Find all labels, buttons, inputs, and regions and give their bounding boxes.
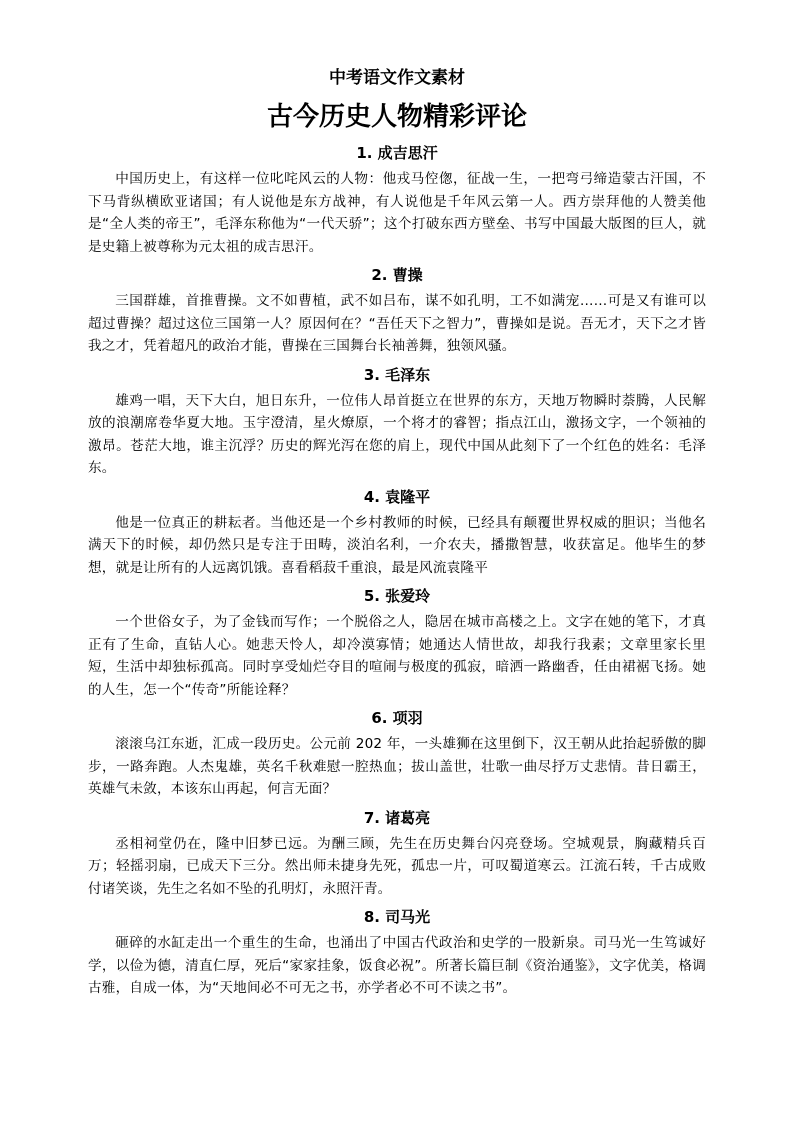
section-paragraph: 丞相祠堂仍在，隆中旧梦已远。为酬三顾，先生在历史舞台闪亮登场。空城观景，胸藏精兵百万；轻摇羽扇，已成天下三分。然出师未捷身先死，孤忠一片，可叹蜀道寒云。江流石转，千古成败付诸笑谈，先生之名如不坠的孔明灯，永照汗青。 bbox=[88, 835, 706, 897]
section-paragraph: 砸碎的水缸走出一个重生的生命，也涌出了中国古代政治和史学的一股新泉。司马光一生笃诚好学，以俭为德，清直仁厚，死后“家家挂象，饭食必祝”。所著长篇巨制《资治通鉴》，文字优美，格调古雅，自成一体，为“天地间必不可无之书，亦学者必不可不读之书”。 bbox=[88, 935, 706, 996]
section-7 bbox=[88, 807, 706, 901]
section-heading: 1. 成吉思汗 bbox=[356, 144, 438, 162]
section-heading: 5. 张爱玲 bbox=[363, 587, 431, 605]
section-4 bbox=[88, 486, 706, 580]
section-1 bbox=[88, 142, 706, 258]
section-8 bbox=[88, 906, 706, 1000]
document-title: 古今历史人物精彩评论 bbox=[266, 102, 527, 132]
document-page bbox=[88, 66, 706, 1000]
section-paragraph: 中国历史上，有这样一位叱咤风云的人物：他戎马倥偬，征战一生，一把弯弓缔造蒙古汗国，不下马背纵横欧亚诸国；有人说他是东方战神，有人说他是千年风云第一人。西方崇拜他的人赞美他是“全人类的帝王”，毛泽东称他为“一代天骄”；这个打破东西方壁垒、书写中国最大版图的巨人，就是史籍上被尊称为元太祖的成吉思汗。 bbox=[88, 171, 706, 255]
section-heading: 2. 曹操 bbox=[371, 266, 423, 284]
section-heading: 7. 诸葛亮 bbox=[363, 808, 431, 827]
document-subtitle: 中考语文作文素材 bbox=[329, 68, 465, 88]
section-paragraph: 他是一位真正的耕耘者。当他还是一个乡村教师的时候，已经具有颠覆世界权威的胆识；当他名满天下的时候，却仍然只是专注于田畴，淡泊名利，一介农夫，播撒智慧，收获富足。他毕生的梦想，就是让所有的人远离饥饿。喜看稻菽千重浪，最是风流袁隆平 bbox=[88, 514, 706, 576]
section-paragraph: 一个世俗女子，为了金钱而写作；一个脱俗之人，隐居在城市高楼之上。文字在她的笔下，才真正有了生命，直钻人心。她悲天怜人，却冷漠寡情；她通达人情世故，却我行我素；文章里家长里短，生活中却独标孤高。同时享受灿烂夺目的喧闹与极度的孤寂，暗洒一路幽香，任由裙裾飞扬。她的人生，怎一个“传奇”所能诠释？ bbox=[88, 614, 706, 698]
section-5 bbox=[88, 585, 706, 701]
section-6 bbox=[88, 707, 706, 801]
section-2 bbox=[88, 264, 706, 358]
section-heading: 3. 毛泽东 bbox=[363, 365, 431, 384]
section-paragraph: 滚滚乌江东逝，汇成一段历史。公元前 202 年，一头雄狮在这里倒下，汉王朝从此抬起骄傲的脚步，一路奔跑。人杰鬼雄，英名千秋难慰一腔热血；拔山盖世，壮歌一曲尽抒万丈悲情。昔日霸王，英雄气未敛，本该东山再起，何言无面？ bbox=[88, 736, 706, 797]
section-heading: 6. 项羽 bbox=[371, 709, 423, 727]
section-paragraph: 雄鸡一唱，天下大白，旭日东升，一位伟人昂首挺立在世界的东方，天地万物瞬时萘腾，人民解放的浪潮席卷华夏大地。玉宇澄清，星火燎原，一个将才的睿智；指点江山，激扬文字，一个领袖的激昂。苍茫大地，谁主沉浮？历史的辉光泻在您的肩上，现代中国从此刻下了一个红色的姓名：毛泽东。 bbox=[88, 392, 706, 476]
section-heading: 4. 袁隆平 bbox=[363, 487, 431, 506]
section-3 bbox=[88, 364, 706, 480]
section-paragraph: 三国群雄，首推曹操。文不如曹植，武不如吕布，谋不如孔明，工不如满宠……可是又有谁可以超过曹操？超过这位三国第一人？原因何在？“吾任天下之智力”，曹操如是说。吾无才，天下之才皆我之才，凭着超凡的政治才能，曹操在三国舞台长袖善舞，独领风骚。 bbox=[88, 293, 706, 354]
section-heading: 8. 司马光 bbox=[363, 908, 431, 926]
